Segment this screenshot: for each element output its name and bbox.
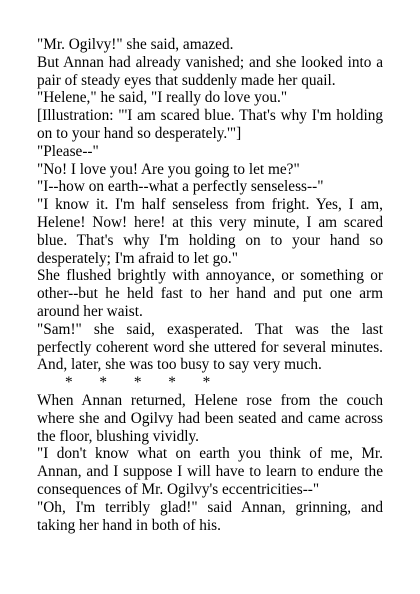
paragraph-10: "Sam!" she said, exasperated. That was the last perfectly coherent word she uttered for several minutes. And, later, she was too busy to say very much. xyxy=(37,320,383,374)
paragraph-12: When Annan returned, Helene rose from the couch where she and Ogilvy had been seated and came across the floor, blushing vividly. xyxy=(37,391,383,445)
paragraph-14: "Oh, I'm terribly glad!" said Annan, grinning, and taking her hand in both of his. xyxy=(37,498,383,534)
illustration-caption: [Illustration: "'I am scared blue. That's why I'm holding on to your hand so desperately.'"] xyxy=(37,107,383,142)
paragraph-13: "I don't know what on earth you think of me, Mr. Annan, and I suppose I will have to learn to endure the consequences of Mr. Ogilvy's eccentricities--" xyxy=(37,445,383,498)
paragraph-9: She flushed brightly with annoyance, or something or other--but he held fast to her hand and put one arm around her waist. xyxy=(37,267,383,320)
paragraph-2: But Annan had already vanished; and she looked into a pair of steady eyes that suddenly made her quail. xyxy=(37,53,383,89)
book-page xyxy=(37,36,383,534)
section-separator: * * * * * xyxy=(65,374,211,392)
paragraph-6: "No! I love you! Are you going to let me?" xyxy=(37,160,300,178)
paragraph-5: "Please--" xyxy=(37,142,99,160)
paragraph-8: "I know it. I'm half senseless from fright. Yes, I am, Helene! Now! here! at this very minute, I am scared blue. That's why I'm holding on to your hand so desperately; I'm afraid to let go." xyxy=(37,196,383,267)
paragraph-1: "Mr. Ogilvy!" she said, amazed. xyxy=(37,36,234,53)
paragraph-7: "I--how on earth--what a perfectly senseless--" xyxy=(37,178,324,196)
paragraph-3: "Helene," he said, "I really do love you." xyxy=(37,89,288,107)
